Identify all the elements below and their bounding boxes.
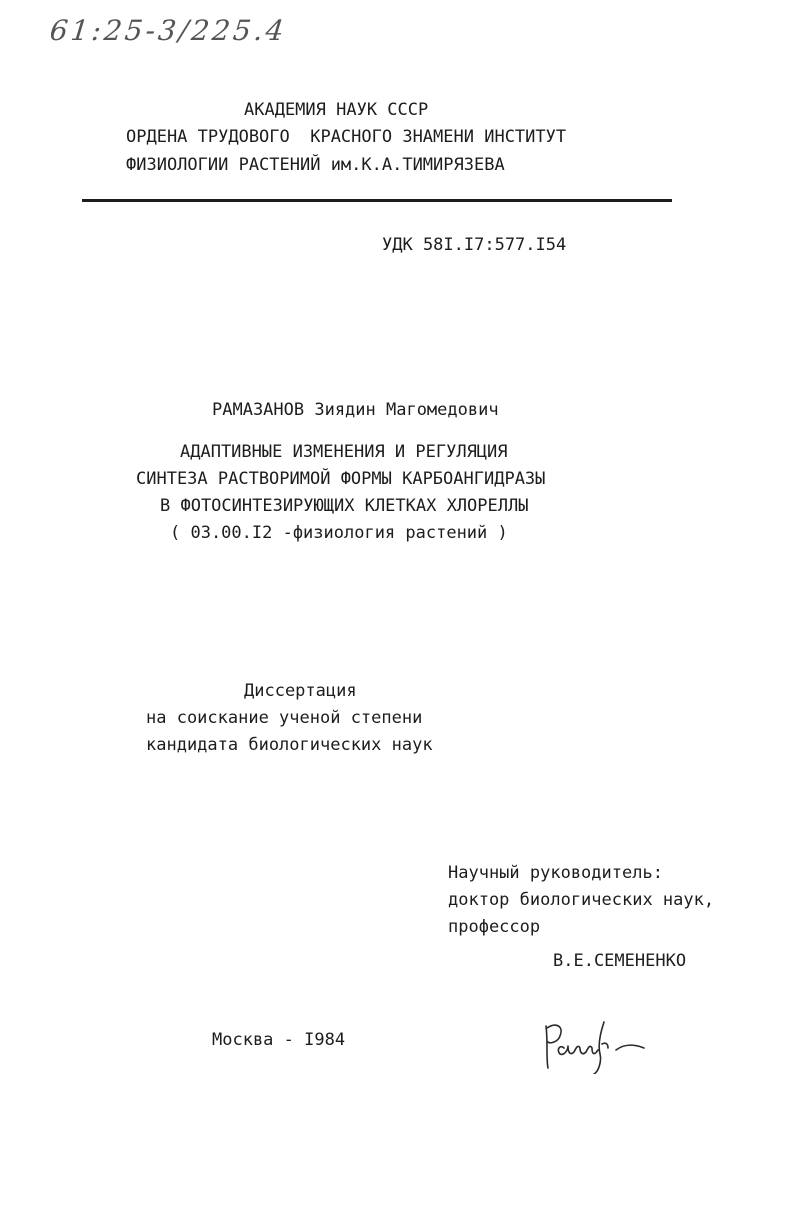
degree-line-1: Диссертация bbox=[244, 681, 357, 701]
supervisor-degree: доктор биологических наук, bbox=[448, 890, 715, 910]
header-institute: ФИЗИОЛОГИИ РАСТЕНИЙ им.К.А.ТИМИРЯЗЕВА bbox=[126, 155, 505, 175]
header-academy: АКАДЕМИЯ НАУК СССР bbox=[244, 100, 429, 120]
title-line-1: АДАПТИВНЫЕ ИЗМЕНЕНИЯ И РЕГУЛЯЦИЯ bbox=[180, 442, 508, 462]
specialty-code: ( 03.00.I2 -физиология растений ) bbox=[170, 523, 508, 543]
degree-line-2: на соискание ученой степени bbox=[146, 708, 423, 728]
author-name: РАМАЗАНОВ Зиядин Магомедович bbox=[212, 400, 499, 420]
supervisor-label: Научный руководитель: bbox=[448, 863, 663, 883]
supervisor-title: профессор bbox=[448, 917, 541, 937]
degree-line-3: кандидата биологических наук bbox=[146, 735, 433, 755]
archive-mark: 61:25-3/225.4 bbox=[48, 14, 289, 47]
title-line-3: В ФОТОСИНТЕЗИРУЮЩИХ КЛЕТКАХ ХЛОРЕЛЛЫ bbox=[160, 496, 529, 516]
udk-code: УДК 58I.I7:577.I54 bbox=[382, 235, 567, 255]
handwritten-signature bbox=[540, 1014, 650, 1074]
place-and-year: Москва - I984 bbox=[212, 1030, 346, 1050]
header-divider bbox=[82, 199, 672, 202]
header-order: ОРДЕНА ТРУДОВОГО КРАСНОГО ЗНАМЕНИ ИНСТИТУТ bbox=[126, 127, 567, 147]
supervisor-name: В.Е.СЕМЕНЕНКО bbox=[553, 951, 687, 971]
title-line-2: СИНТЕЗА РАСТВОРИМОЙ ФОРМЫ КАРБОАНГИДРАЗЫ bbox=[136, 469, 546, 489]
